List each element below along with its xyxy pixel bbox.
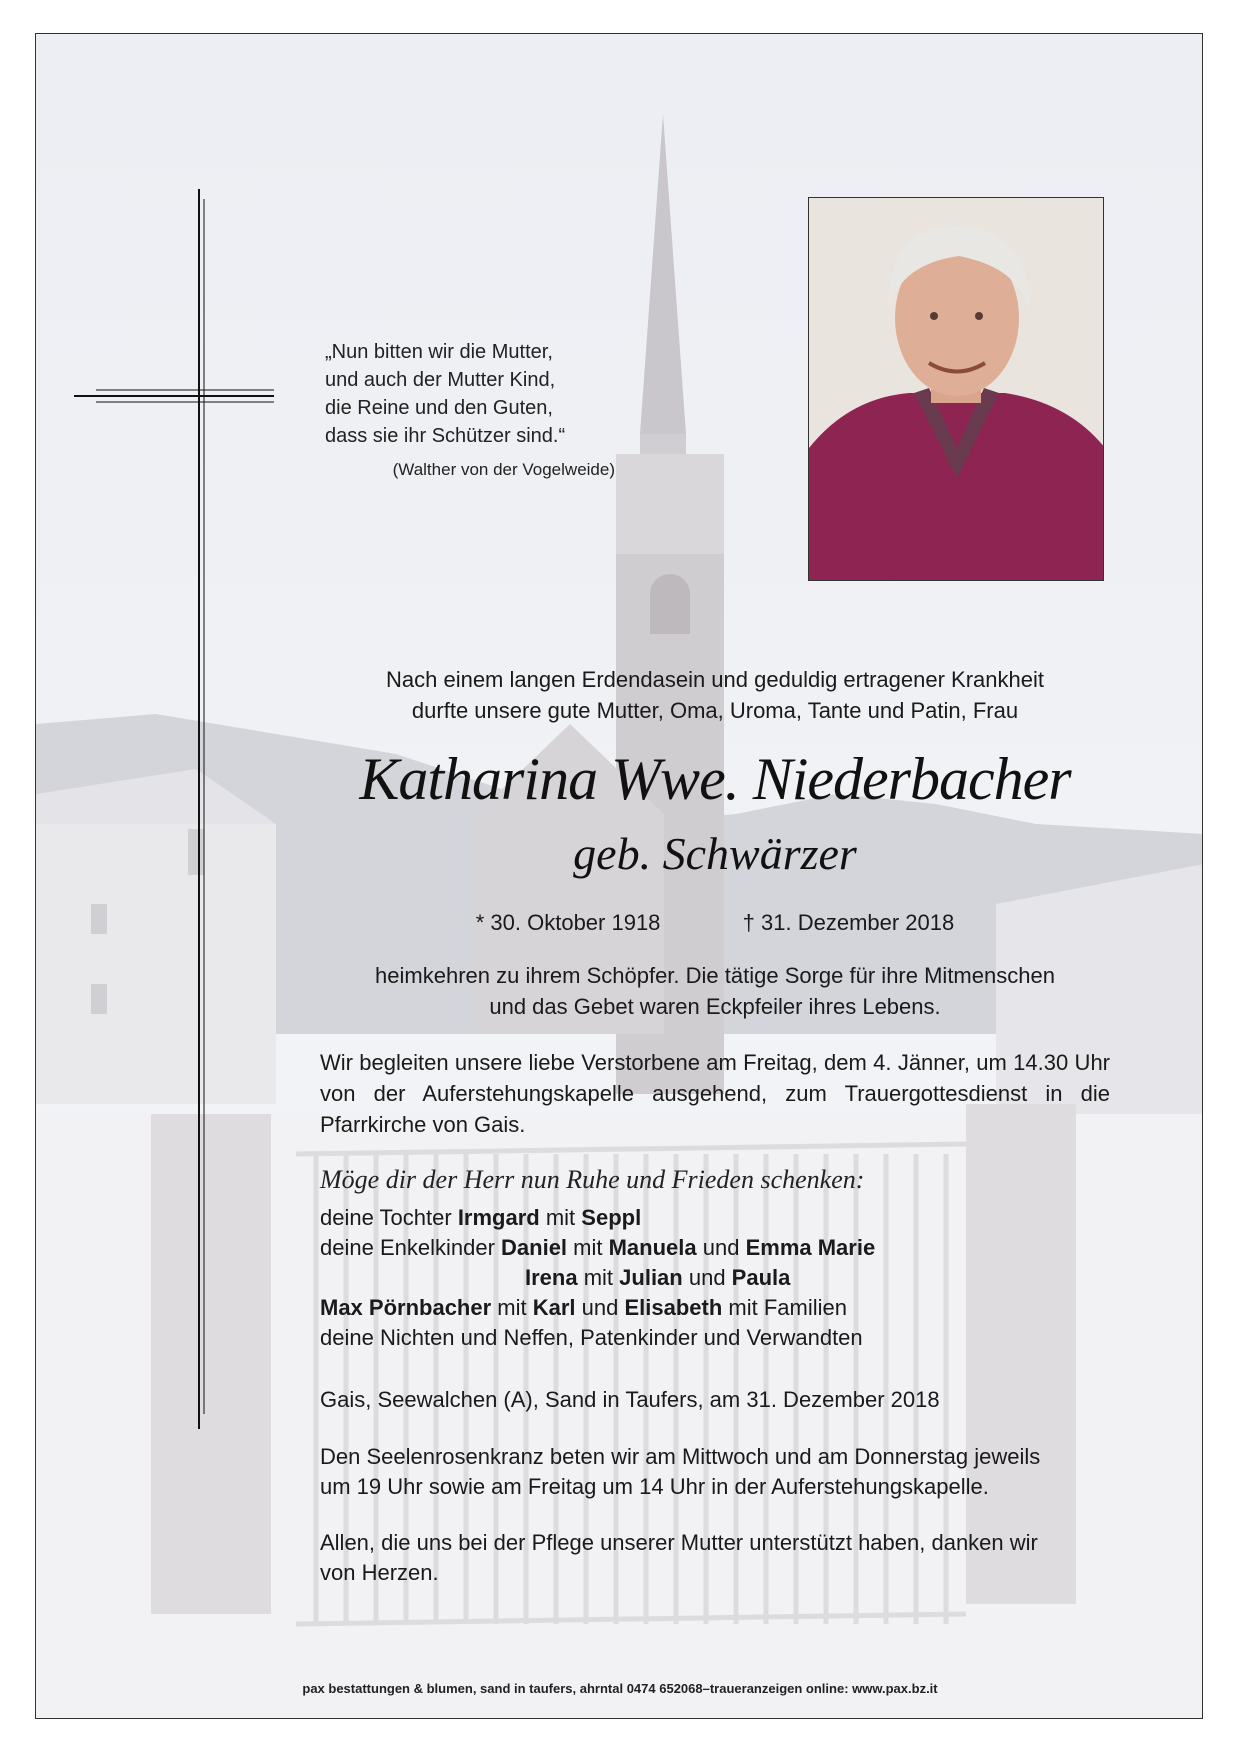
text: deine Tochter — [320, 1205, 458, 1230]
cross-icon — [74, 189, 274, 1429]
blessing-line: Möge dir der Herr nun Ruhe und Frieden schenken: — [320, 1165, 865, 1194]
paragraph-line: um 19 Uhr sowie am Freitag um 14 Uhr in der Auferstehungskapelle. — [320, 1474, 989, 1499]
mourner-name: Emma Marie — [745, 1235, 876, 1260]
mourner-name: Manuela — [608, 1235, 697, 1260]
quote-line: die Reine und den Guten, — [325, 397, 553, 419]
paragraph-line: heimkehren zu ihrem Schöpfer. Die tätige Sorge für ihre Mitmenschen — [375, 963, 1055, 988]
birth-date: * 30. Oktober 1918 — [475, 910, 661, 935]
footer-contact: pax bestattungen & blumen, sand in taufers, ahrntal 0474 652068–traueranzeigen online: www.pax.bz.it — [302, 1681, 938, 1696]
thanks-paragraph — [320, 1528, 1110, 1588]
mourner-name: Max Pörnbacher — [320, 1295, 492, 1320]
mourners-list — [320, 1203, 1110, 1353]
birth-name: geb. Schwärzer — [573, 828, 857, 879]
life-dates — [320, 908, 1110, 938]
text: und — [682, 1265, 732, 1290]
mourner-line: deine Nichten und Neffen, Patenkinder und Verwandten — [320, 1325, 863, 1350]
text: mit — [577, 1265, 620, 1290]
text: deine Enkelkinder — [320, 1235, 502, 1260]
text: mit Familien — [722, 1295, 847, 1320]
quote-line: dass sie ihr Schützer sind.“ — [325, 425, 566, 447]
text: mit — [567, 1235, 609, 1260]
mourner-line — [320, 1293, 1110, 1323]
funeral-paragraph: Wir begleiten unsere liebe Verstorbene am Freitag, dem 4. Jänner, um 14.30 Uhr von der Auferstehungskapelle ausgehend, zum Trauergottesdienst in die Pfarrkirche von Gais. — [320, 1050, 1110, 1137]
text: mit — [539, 1205, 582, 1230]
mourner-name: Irmgard — [457, 1205, 540, 1230]
intro-line: durfte unsere gute Mutter, Oma, Uroma, Tante und Patin, Frau — [411, 698, 1019, 723]
text: und — [696, 1235, 746, 1260]
mourner-name: Julian — [619, 1265, 683, 1290]
mourner-name: Paula — [731, 1265, 791, 1290]
quote-line: „Nun bitten wir die Mutter, — [325, 341, 553, 363]
place-and-date: Gais, Seewalchen (A), Sand in Taufers, am 31. Dezember 2018 — [320, 1387, 940, 1412]
paragraph-line: und das Gebet waren Eckpfeiler ihres Lebens. — [489, 994, 941, 1019]
portrait-photo — [808, 197, 1104, 581]
rosary-paragraph — [320, 1442, 1110, 1502]
memorial-quote — [325, 338, 615, 484]
paragraph-line: Den Seelenrosenkranz beten wir am Mittwoch und am Donnerstag jeweils — [320, 1444, 1041, 1469]
mourner-name: Elisabeth — [624, 1295, 723, 1320]
mourner-line — [320, 1203, 1110, 1233]
mourner-name: Karl — [532, 1295, 576, 1320]
mourner-name: Seppl — [581, 1205, 642, 1230]
quote-line: und auch der Mutter Kind, — [325, 369, 556, 391]
death-date: † 31. Dezember 2018 — [742, 910, 955, 935]
deceased-name: Katharina Wwe. Niederbacher — [359, 746, 1071, 812]
passing-paragraph — [320, 960, 1110, 1022]
paragraph-line: Allen, die uns bei der Pflege unserer Mutter unterstützt haben, danken wir — [320, 1530, 1038, 1555]
mourner-name: Daniel — [501, 1235, 568, 1260]
text: und — [575, 1295, 625, 1320]
mourner-name: Irena — [525, 1265, 578, 1290]
intro-line: Nach einem langen Erdendasein und geduldig ertragener Krankheit — [385, 667, 1044, 692]
mourner-line — [320, 1233, 1110, 1263]
quote-source: (Walther von der Vogelweide) — [392, 460, 615, 479]
intro-text — [320, 664, 1110, 726]
mourner-line — [320, 1263, 1110, 1293]
paragraph-line: von Herzen. — [320, 1560, 439, 1585]
text: mit — [491, 1295, 533, 1320]
